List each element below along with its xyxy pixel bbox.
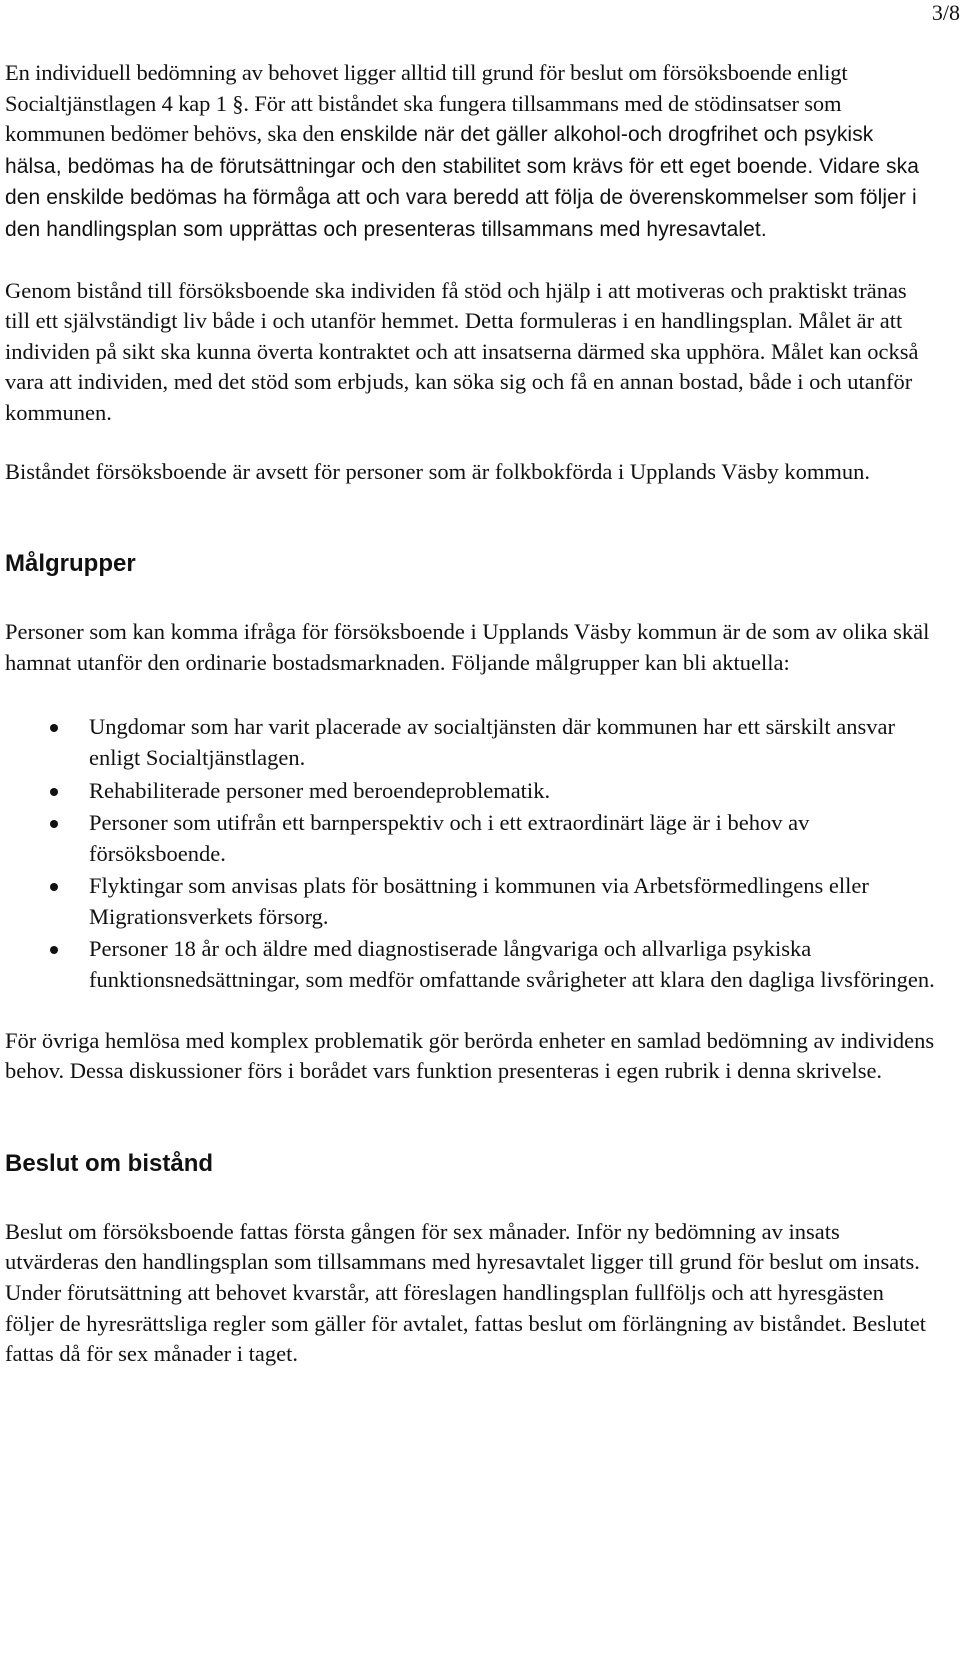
intro-serif-text: En individuell bedömning av behovet ligger alltid till grund för beslut om försöksboende enligt Socialtjänstlagen 4 kap 1 §. För att biståndet ska fungera tillsammans med de stödinsatser som kommunen bedömer behövs, ska den <box>5 60 848 147</box>
list-item-text: Rehabiliterade personer med beroendeproblematik. <box>89 777 551 803</box>
page-number: 3/8 <box>931 0 960 25</box>
support-paragraph: Genom bistånd till försöksboende ska individen få stöd och hjälp i att motiveras och praktiskt tränas till ett självständigt liv både i och utanför hemmet. Detta formuleras i en handlingsplan. Målet är att individen på sikt ska kunna överta kontraktet och att insatserna därmed ska upphöra. Målet kan också vara att individen, med det stöd som erbjuds, kan söka sig och få en annan bostad, både i och utanför kommunen. <box>5 277 919 425</box>
eligibility-paragraph: Biståndet försöksboende är avsett för personer som är folkbokförda i Upplands Väsby kommun. <box>5 458 871 484</box>
beslut-paragraph: Beslut om försöksboende fattas första gången för sex månader. Inför ny bedömning av insats utvärderas den handlingsplan som tillsammans med hyresavtalet ligger till grund för beslut om insats. Under förutsättning att behovet kvarstår, att föreslagen handlingsplan fullföljs och att hyresgästen följer de hyresrättsliga regler som gäller för avtalet, fattas beslut om förlängning av biståndet. Beslutet fattas då för sex månader i taget. <box>5 1218 926 1367</box>
bullet-icon <box>50 883 58 891</box>
bullet-icon <box>50 724 58 732</box>
list-item <box>5 712 935 773</box>
list-item <box>5 934 935 995</box>
target-group-list <box>5 712 935 995</box>
intro-sans-text: enskilde när det gäller alkohol-och drogfrihet och psykisk hälsa, bedömas ha de förutsättningar och den stabilitet som krävs för ett eget boende. Vidare ska den enskilde bedömas ha förmåga att och vara beredd att följa de överenskommelser som följer i den handlingsplan som upprättas och presenteras tillsammans med hyresavtalet. <box>5 123 920 241</box>
intro-paragraph <box>5 58 935 246</box>
heading-malgrupper: Målgrupper <box>5 550 136 578</box>
malgrupper-intro: Personer som kan komma ifråga för försöksboende i Upplands Väsby kommun är de som av olika skäl hamnat utanför den ordinarie bostadsmarknaden. Följande målgrupper kan bli aktuella: <box>5 619 930 675</box>
heading-beslut: Beslut om bistånd <box>5 1149 214 1177</box>
list-item-text: Personer som utifrån ett barnperspektiv och i ett extraordinärt läge är i behov av försöksboende. <box>89 810 810 866</box>
list-item <box>5 776 935 807</box>
list-item <box>5 871 935 932</box>
bullet-icon <box>50 946 58 954</box>
list-item-text: Ungdomar som har varit placerade av socialtjänsten där kommunen har ett särskilt ansvar enligt Socialtjänstlagen. <box>89 714 895 770</box>
bullet-icon <box>50 788 58 796</box>
list-item <box>5 808 935 869</box>
list-item-text: Personer 18 år och äldre med diagnostiserade långvariga och allvarliga psykiska funktionsnedsättningar, som medför omfattande svårigheter att klara den dagliga livsföringen. <box>89 936 935 993</box>
bullet-icon <box>50 820 58 828</box>
list-item-text: Flyktingar som anvisas plats för bosättning i kommunen via Arbetsförmedlingens eller Migrationsverkets försorg. <box>89 873 869 929</box>
malgrupper-closing: För övriga hemlösa med komplex problematik gör berörda enheter en samlad bedömning av individens behov. Dessa diskussioner förs i borådet vars funktion presenteras i egen rubrik i denna skrivelse. <box>5 1027 935 1084</box>
document-body <box>5 58 935 1370</box>
